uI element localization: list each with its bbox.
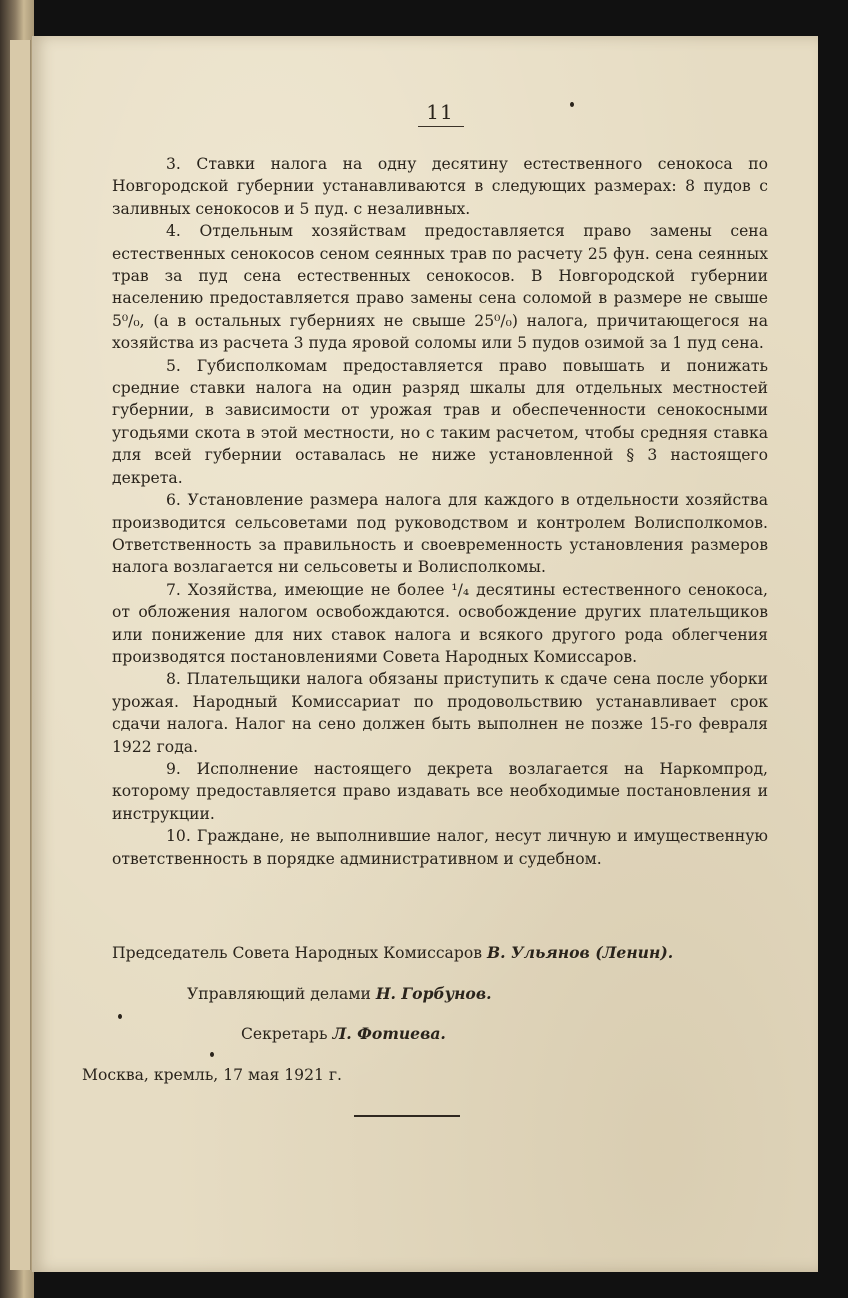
paragraph-7: 7. Хозяйства, имеющие не более ¹/₄ десятины естественного сенокоса, от обложения налогом освобождаются. освобождение других плательщиков или понижение для них ставок налога и всякого другого рода облегчения производятся постановлениями Совета Народных Комиссаров. bbox=[112, 580, 768, 666]
paragraph-8: 8. Плательщики налога обязаны приступить к сдаче сена после уборки урожая. Народный Комиссариат по продовольствию устанавливает срок сдачи налога. Налог на сено должен быть выполнен не позже 15-го февраля 1922 года. bbox=[112, 670, 768, 756]
paragraph-5: 5. Губисполкомам предоставляется право повышать и понижать средние ставки налога на один разряд шкалы для отдельных местностей губернии, в зависимости от урожая трав и обеспеченности сенокосными угодьями скота в этой местности, но с таким расчетом, чтобы средняя ставка для всей губернии оставалась не ниже установленной § 3 настоящего декрета. bbox=[112, 356, 768, 487]
signature-chairman bbox=[112, 942, 673, 964]
secretary-name: Л. Фотиева. bbox=[332, 1024, 446, 1043]
facing-page-edge bbox=[10, 40, 31, 1270]
paragraph-3: 3. Ставки налога на одну десятину естественного сенокоса по Новгородской губернии устанавливаются в следующих размерах: 8 пудов с заливных сенокосов и 5 пуд. с незаливных. bbox=[112, 155, 768, 218]
signature-secretary bbox=[241, 1023, 446, 1045]
paragraph-6: 6. Установление размера налога для каждого в отдельности хозяйства производится сельсоветами под руководством и контролем Волисполкомов. Ответственность за правильность и своевременность установления размеров налога возлагается ни сельсоветы и Волисполкомы. bbox=[112, 491, 768, 577]
paragraph-4: 4. Отдельным хозяйствам предоставляется право замены сена естественных сенокосов сеном сеянных трав по расчету 25 фун. сена сеянных трав за пуд сена естественных сенокосов. В Новгородской губернии населению предоставляется право замены сена соломой в размере не свыше 5⁰/₀, (а в остальных губерниях не свыше 25⁰/₀) налога, причитающегося на хозяйства из расчета 3 пуда яровой соломы или 5 пудов озимой за 1 пуд сена. bbox=[112, 222, 768, 353]
chairman-name: В. Ульянов (Ленин). bbox=[486, 943, 674, 962]
paragraph-10: 10. Граждане, не выполнившие налог, несут личную и имущественную ответственность в порядке административном и судебном. bbox=[112, 827, 768, 868]
page-number: 11 bbox=[426, 100, 454, 124]
ink-speck bbox=[570, 102, 574, 107]
document-page bbox=[32, 36, 818, 1272]
ink-speck bbox=[118, 1014, 122, 1019]
signature-manager bbox=[187, 983, 492, 1005]
manager-name: Н. Горбунов. bbox=[375, 984, 492, 1003]
decree-text bbox=[112, 153, 768, 870]
ink-speck bbox=[210, 1052, 214, 1057]
closing-rule bbox=[354, 1115, 460, 1117]
manager-title: Управляющий делами bbox=[187, 985, 371, 1003]
secretary-title: Секретарь bbox=[241, 1025, 328, 1043]
place-and-date: Москва, кремль, 17 мая 1921 г. bbox=[82, 1066, 343, 1084]
paragraph-9: 9. Исполнение настоящего декрета возлагается на Наркомпрод, которому предоставляется право издавать все необходимые постановления и инструкции. bbox=[112, 759, 768, 823]
page-number-underline bbox=[418, 126, 464, 127]
chairman-title: Председатель Совета Народных Комиссаров bbox=[112, 944, 483, 962]
